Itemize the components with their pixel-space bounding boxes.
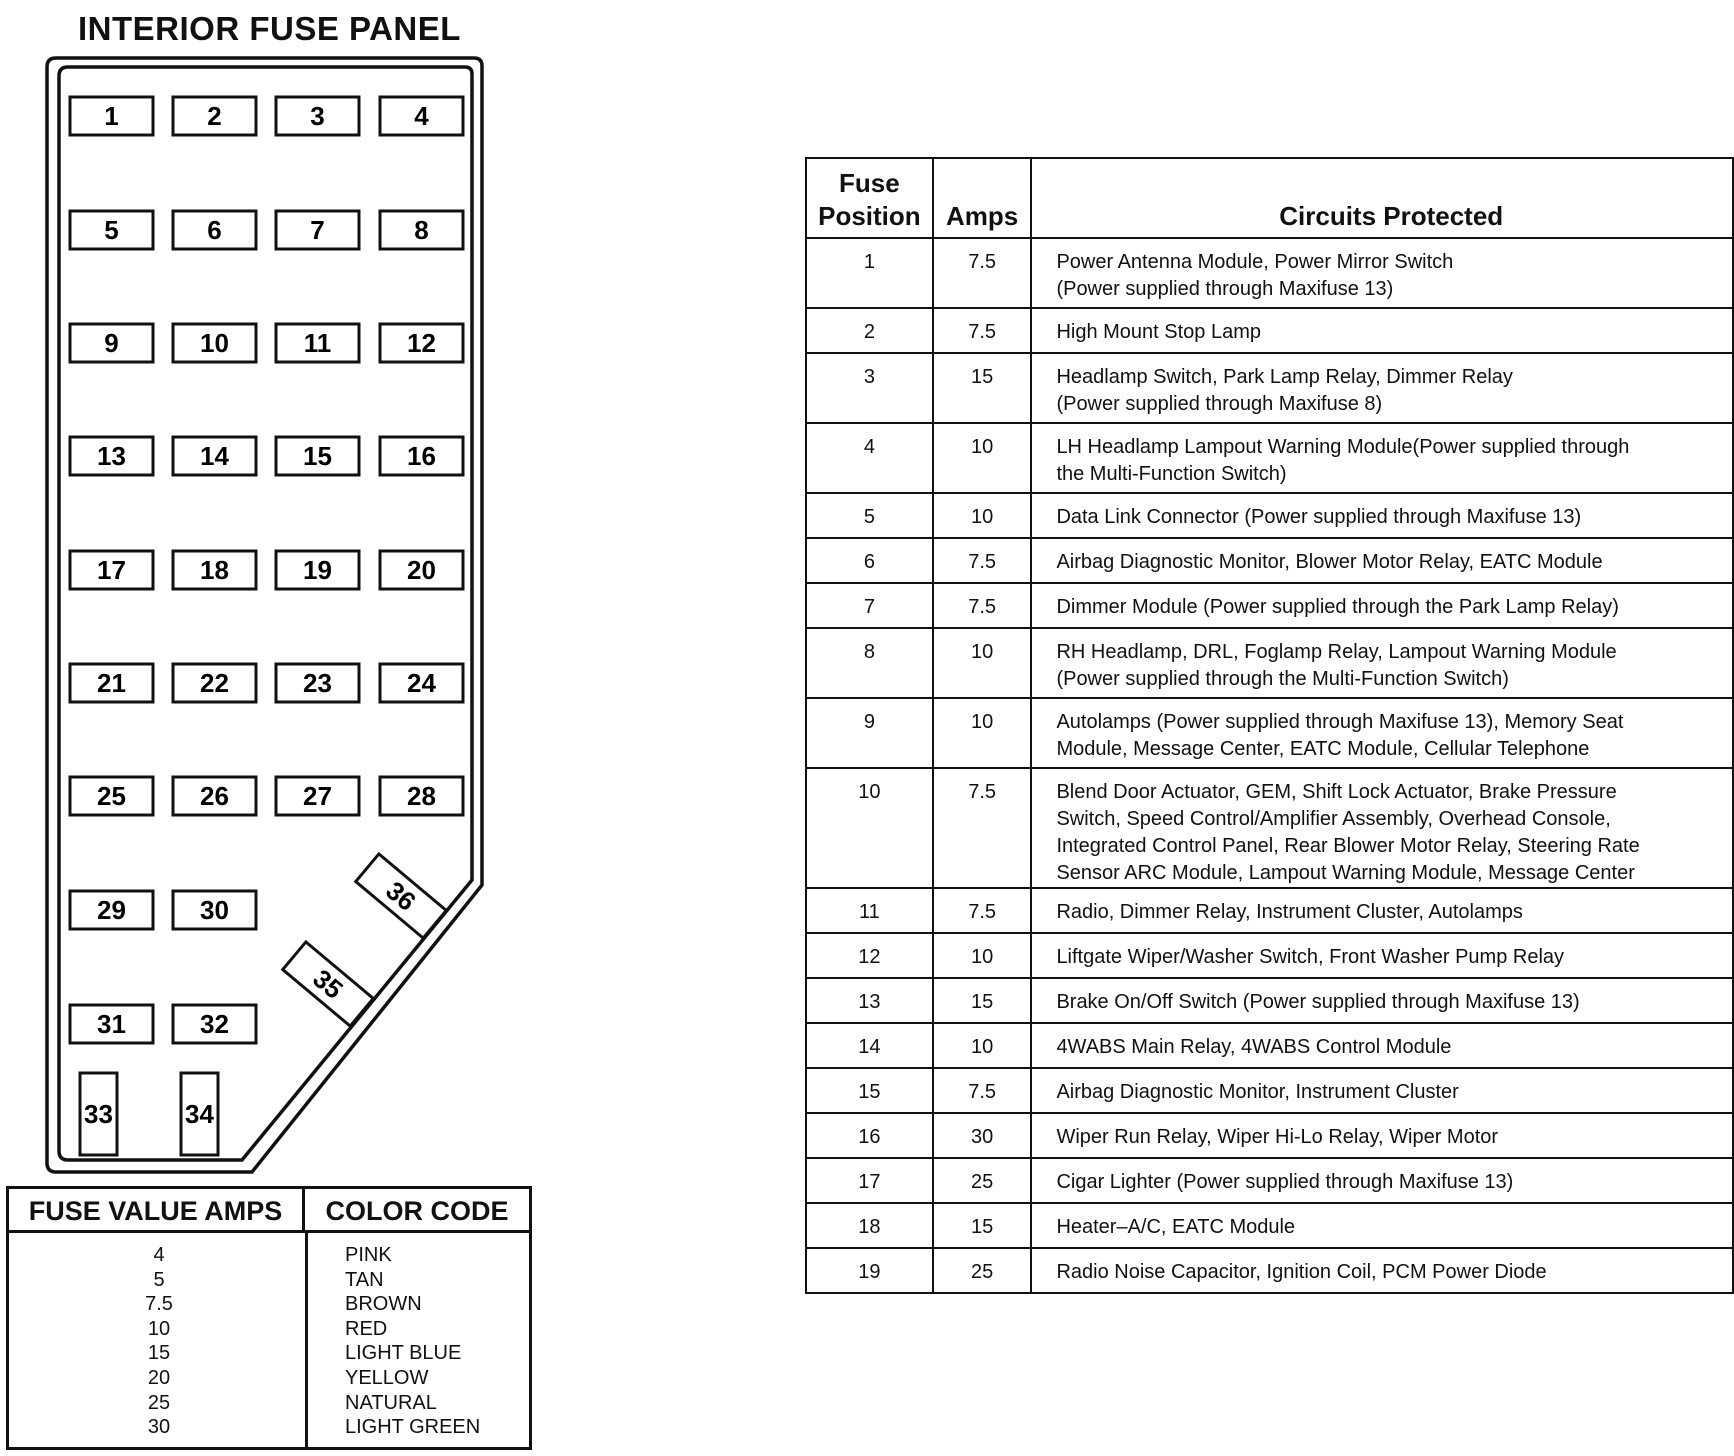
color-code-row (9, 1243, 529, 1268)
circuit-row (806, 308, 1733, 353)
header-fuse-position-line2: Position (818, 201, 921, 231)
circuit-row (806, 493, 1733, 538)
circuits-protected (1031, 628, 1733, 698)
fuse-label: 11 (303, 328, 332, 358)
circuits-protected (1031, 1158, 1733, 1203)
color-code-row (9, 1341, 529, 1366)
fuse-amps: 15 (933, 353, 1032, 423)
circuit-description-line: High Mount Stop Lamp (1056, 321, 1261, 343)
circuit-row (806, 1113, 1733, 1158)
fuse-slot-34 (181, 1073, 218, 1155)
fuse-label: 29 (97, 895, 126, 925)
fuse-amps: 7.5 (933, 308, 1032, 353)
fuse-label: 16 (407, 441, 436, 471)
fuse-position: 9 (806, 698, 933, 768)
circuit-description-line: Liftgate Wiper/Washer Switch, Front Washer Pump Relay (1056, 946, 1565, 968)
fuse-position: 7 (806, 583, 933, 628)
panel-title: INTERIOR FUSE PANEL (78, 10, 461, 47)
circuit-row (806, 978, 1733, 1023)
fuse-label: 3 (310, 101, 325, 131)
circuit-description-line: (Power supplied through Maxifuse 13) (1056, 278, 1394, 300)
fuse-position: 16 (806, 1113, 933, 1158)
fuse-color: TAN (345, 1268, 384, 1291)
fuse-slot-1 (70, 97, 153, 135)
circuit-description-line: Sensor ARC Module, Lampout Warning Module, Message Center (1056, 862, 1635, 884)
circuit-row (806, 538, 1733, 583)
color-code-row (9, 1292, 529, 1317)
circuits-protected (1031, 423, 1733, 493)
header-color-code: COLOR CODE (305, 1189, 529, 1233)
fuse-slot-10 (173, 324, 256, 362)
fuse-slot-31 (70, 1005, 153, 1043)
fuse-label: 31 (97, 1009, 126, 1039)
fuse-amps: 15 (933, 978, 1032, 1023)
fuse-slot-35 (283, 942, 374, 1026)
fuse-amps: 10 (933, 1023, 1032, 1068)
fuse-amps: 7.5 (933, 888, 1032, 933)
fuse-slot-18 (173, 551, 256, 589)
circuits-protected (1031, 933, 1733, 978)
fuse-value-amps: 4 (153, 1244, 165, 1266)
circuit-description-line: Power Antenna Module, Power Mirror Switch (1056, 251, 1454, 273)
fuse-slot-23 (276, 664, 359, 702)
fuse-label: 30 (200, 895, 229, 925)
fuse-position: 10 (806, 768, 933, 888)
fuse-label: 28 (407, 781, 436, 811)
fuse-slot-6 (173, 211, 256, 249)
circuit-description-line: Radio, Dimmer Relay, Instrument Cluster, Autolamps (1056, 901, 1523, 923)
fuse-position: 6 (806, 538, 933, 583)
circuit-row (806, 1248, 1733, 1293)
circuit-row (806, 423, 1733, 493)
circuit-row (806, 933, 1733, 978)
circuit-description-line: Heater–A/C, EATC Module (1056, 1216, 1296, 1238)
circuit-description-line: (Power supplied through Maxifuse 8) (1056, 393, 1383, 415)
fuse-position: 4 (806, 423, 933, 493)
circuit-description-line: (Power supplied through the Multi-Function Switch) (1056, 668, 1509, 690)
circuits-protected (1031, 1113, 1733, 1158)
circuits-protected (1031, 1203, 1733, 1248)
fuse-color: RED (345, 1317, 388, 1340)
fuse-amps: 7.5 (933, 538, 1032, 583)
fuse-amps: 30 (933, 1113, 1032, 1158)
circuit-description-line: Switch, Speed Control/Amplifier Assembly, Overhead Console, (1056, 808, 1611, 830)
fuse-slot-20 (380, 551, 463, 589)
fuse-position: 15 (806, 1068, 933, 1113)
circuits-protected (1031, 538, 1733, 583)
fuse-slot-5 (70, 211, 153, 249)
fuse-amps: 7.5 (933, 238, 1032, 308)
fuse-slot-15 (276, 437, 359, 475)
fuse-slot-21 (70, 664, 153, 702)
fuse-label: 8 (414, 215, 429, 245)
header-amps: Amps (933, 158, 1032, 238)
fuse-label: 19 (303, 555, 332, 585)
fuse-amps: 10 (933, 423, 1032, 493)
circuit-description-line: Airbag Diagnostic Monitor, Blower Motor Relay, EATC Module (1056, 551, 1603, 573)
fuse-position: 12 (806, 933, 933, 978)
fuse-slot-29 (70, 891, 153, 929)
color-code-row (9, 1366, 529, 1391)
fuse-color: PINK (345, 1244, 392, 1266)
circuit-description-line: Radio Noise Capacitor, Ignition Coil, PCM Power Diode (1056, 1261, 1547, 1283)
fuse-amps: 7.5 (933, 768, 1032, 888)
header-circuits-protected: Circuits Protected (1031, 158, 1733, 238)
fuse-label: 35 (307, 963, 349, 1005)
fuse-label: 7 (310, 215, 325, 245)
circuit-row (806, 1158, 1733, 1203)
circuits-protected (1031, 583, 1733, 628)
circuit-description-line: Integrated Control Panel, Rear Blower Motor Relay, Steering Rate (1056, 835, 1640, 857)
fuse-label: 6 (207, 215, 222, 245)
circuits-protected (1031, 493, 1733, 538)
fuse-label: 9 (104, 328, 119, 358)
fuse-label: 21 (97, 668, 126, 698)
fuse-label: 22 (200, 668, 229, 698)
fuse-value-amps: 5 (153, 1268, 165, 1291)
fuse-position: 19 (806, 1248, 933, 1293)
fuse-slot-22 (173, 664, 256, 702)
fuse-amps: 10 (933, 493, 1032, 538)
circuit-description-line: Brake On/Off Switch (Power supplied through Maxifuse 13) (1056, 991, 1580, 1013)
fuse-position: 11 (806, 888, 933, 933)
circuits-protected (1031, 978, 1733, 1023)
fuse-slots (70, 97, 463, 1155)
fuse-slot-13 (70, 437, 153, 475)
fuse-value-amps: 15 (147, 1342, 171, 1365)
fuse-panel-diagram (0, 0, 560, 1180)
fuse-slot-17 (70, 551, 153, 589)
fuse-label: 33 (84, 1099, 113, 1129)
fuse-color: LIGHT BLUE (345, 1342, 462, 1365)
fuse-label: 20 (407, 555, 436, 585)
circuit-description-line: Blend Door Actuator, GEM, Shift Lock Actuator, Brake Pressure (1056, 781, 1617, 803)
fuse-value-amps: 30 (147, 1416, 171, 1439)
fuse-value-amps: 7.5 (145, 1293, 173, 1316)
circuits-table-body (806, 238, 1733, 1293)
circuit-description-line: the Multi-Function Switch) (1056, 463, 1287, 485)
circuit-row (806, 353, 1733, 423)
circuits-protected (1031, 353, 1733, 423)
fuse-label: 25 (97, 781, 126, 811)
circuit-description-line: Module, Message Center, EATC Module, Cellular Telephone (1056, 738, 1590, 760)
circuit-description-line: Headlamp Switch, Park Lamp Relay, Dimmer Relay (1056, 366, 1513, 388)
color-code-row (9, 1317, 529, 1342)
circuit-row (806, 1068, 1733, 1113)
circuit-description-line: Autolamps (Power supplied through Maxifuse 13), Memory Seat (1056, 711, 1624, 733)
fuse-position: 2 (806, 308, 933, 353)
fuse-amps: 25 (933, 1158, 1032, 1203)
circuit-row (806, 583, 1733, 628)
color-code-rows (9, 1243, 529, 1440)
fuse-slot-27 (276, 777, 359, 815)
fuse-color: BROWN (345, 1293, 422, 1316)
fuse-label: 10 (200, 328, 229, 358)
fuse-amps: 7.5 (933, 1068, 1032, 1113)
circuit-row (806, 1023, 1733, 1068)
circuit-row (806, 768, 1733, 888)
fuse-position: 3 (806, 353, 933, 423)
fuse-position: 1 (806, 238, 933, 308)
fuse-slot-14 (173, 437, 256, 475)
circuits-protected (1031, 1248, 1733, 1293)
fuse-position: 13 (806, 978, 933, 1023)
circuits-protected (1031, 888, 1733, 933)
fuse-slot-8 (380, 211, 463, 249)
fuse-position: 8 (806, 628, 933, 698)
fuse-label: 23 (303, 668, 332, 698)
fuse-label: 13 (97, 441, 126, 471)
circuits-table (805, 157, 1734, 1294)
fuse-slot-28 (380, 777, 463, 815)
fuse-position: 17 (806, 1158, 933, 1203)
fuse-amps: 10 (933, 698, 1032, 768)
fuse-slot-19 (276, 551, 359, 589)
fuse-slot-32 (173, 1005, 256, 1043)
fuse-position: 18 (806, 1203, 933, 1248)
circuit-description-line: LH Headlamp Lampout Warning Module(Power supplied through (1056, 436, 1630, 458)
fuse-label: 14 (200, 441, 229, 471)
circuit-description-line: Airbag Diagnostic Monitor, Instrument Cluster (1056, 1081, 1459, 1103)
fuse-amps: 15 (933, 1203, 1032, 1248)
fuse-slot-7 (276, 211, 359, 249)
fuse-color: LIGHT GREEN (345, 1416, 481, 1439)
circuit-row (806, 238, 1733, 308)
circuit-description-line: Dimmer Module (Power supplied through the Park Lamp Relay) (1056, 596, 1619, 618)
circuit-row (806, 628, 1733, 698)
circuits-protected (1031, 308, 1733, 353)
fuse-label: 12 (407, 328, 436, 358)
fuse-label: 1 (104, 101, 119, 131)
fuse-slot-9 (70, 324, 153, 362)
color-code-row (9, 1415, 529, 1440)
fuse-color: NATURAL (345, 1391, 437, 1414)
fuse-slot-16 (380, 437, 463, 475)
circuit-description-line: Cigar Lighter (Power supplied through Maxifuse 13) (1056, 1171, 1514, 1193)
fuse-color: YELLOW (345, 1366, 429, 1389)
fuse-label: 2 (207, 101, 222, 131)
fuse-position: 14 (806, 1023, 933, 1068)
fuse-label: 24 (407, 668, 436, 698)
color-code-table (6, 1186, 532, 1450)
fuse-slot-2 (173, 97, 256, 135)
circuit-description-line: Data Link Connector (Power supplied through Maxifuse 13) (1056, 506, 1582, 528)
circuits-protected (1031, 1023, 1733, 1068)
fuse-slot-33 (80, 1073, 117, 1155)
fuse-label: 36 (380, 875, 422, 917)
circuits-protected (1031, 698, 1733, 768)
fuse-amps: 7.5 (933, 583, 1032, 628)
fuse-slot-11 (276, 324, 359, 362)
fuse-slot-30 (173, 891, 256, 929)
fuse-amps: 10 (933, 933, 1032, 978)
color-code-row (9, 1268, 529, 1293)
fuse-slot-26 (173, 777, 256, 815)
fuse-label: 15 (303, 441, 332, 471)
header-fuse-position-line1: Fuse (839, 168, 900, 198)
fuse-label: 17 (97, 555, 126, 585)
color-code-row (9, 1391, 529, 1416)
fuse-label: 27 (303, 781, 332, 811)
circuit-description-line: RH Headlamp, DRL, Foglamp Relay, Lampout Warning Module (1056, 641, 1617, 663)
header-fuse-value-amps: FUSE VALUE AMPS (9, 1189, 305, 1233)
circuit-row (806, 888, 1733, 933)
fuse-label: 18 (200, 555, 229, 585)
fuse-value-amps: 20 (147, 1366, 171, 1389)
fuse-label: 5 (104, 215, 119, 245)
circuit-row (806, 698, 1733, 768)
fuse-value-amps: 25 (147, 1391, 171, 1414)
circuit-description-line: 4WABS Main Relay, 4WABS Control Module (1056, 1036, 1452, 1058)
fuse-label: 26 (200, 781, 229, 811)
fuse-label: 32 (200, 1009, 229, 1039)
fuse-amps: 25 (933, 1248, 1032, 1293)
fuse-label: 4 (414, 101, 429, 131)
fuse-position: 5 (806, 493, 933, 538)
fuse-slot-36 (356, 854, 447, 938)
circuits-protected (1031, 238, 1733, 308)
fuse-slot-24 (380, 664, 463, 702)
circuits-protected (1031, 768, 1733, 888)
circuit-row (806, 1203, 1733, 1248)
fuse-slot-25 (70, 777, 153, 815)
circuit-description-line: Wiper Run Relay, Wiper Hi-Lo Relay, Wiper Motor (1056, 1126, 1499, 1148)
fuse-slot-12 (380, 324, 463, 362)
circuits-protected (1031, 1068, 1733, 1113)
fuse-amps: 10 (933, 628, 1032, 698)
fuse-label: 34 (185, 1099, 214, 1129)
fuse-slot-4 (380, 97, 463, 135)
fuse-value-amps: 10 (147, 1317, 171, 1340)
fuse-slot-3 (276, 97, 359, 135)
header-fuse-position (806, 158, 933, 238)
